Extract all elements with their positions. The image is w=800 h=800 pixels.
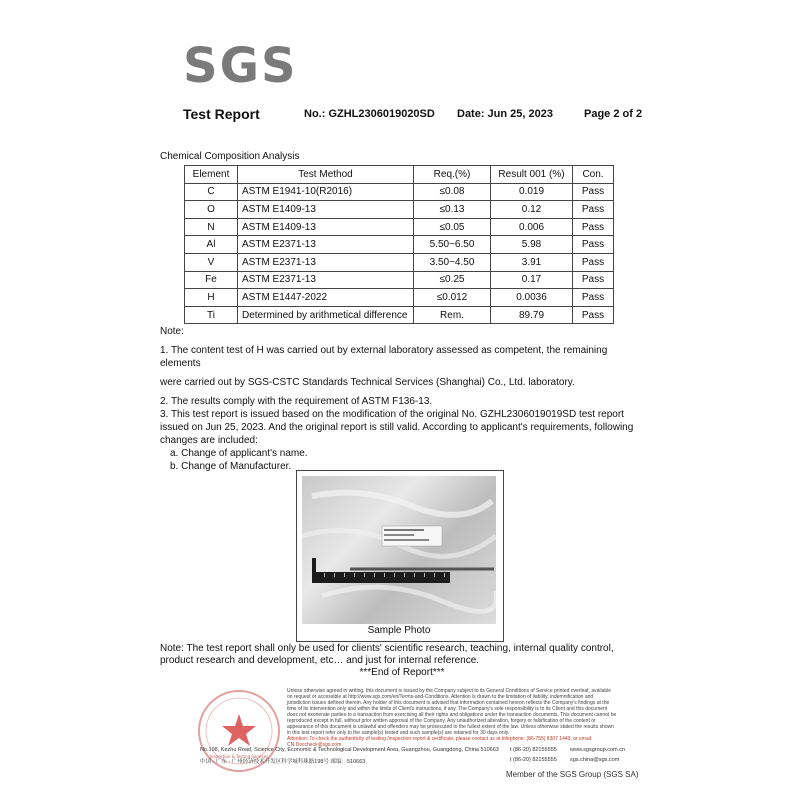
note-3-item-b: b. Change of Manufacturer. — [170, 461, 292, 472]
cell-method: ASTM E2371-13 — [238, 253, 414, 271]
cell-result: 0.12 — [491, 201, 573, 219]
footer-authenticity-text: Attention: To check the authenticity of testing /inspection report & certificate, please contact us at telephone: (86-755) 8307 1443, or email: CN.Doccheck@sgs.com — [287, 736, 593, 748]
cell-element: Ti — [185, 306, 238, 324]
table-header-row — [185, 166, 614, 184]
address-english: No.198, Kezhu Road, Science City, Economic & Technological Development Area, Guangzhou, Guangdong, China 510663 — [200, 747, 499, 753]
cell-req: Rem. — [414, 306, 491, 324]
cell-element: O — [185, 201, 238, 219]
cell-element: V — [185, 253, 238, 271]
cell-req: ≤0.25 — [414, 271, 491, 289]
cell-method: Determined by arithmetical difference — [238, 306, 414, 324]
member-of-sgs-group: Member of the SGS Group (SGS SA) — [506, 770, 639, 779]
table-row — [185, 289, 614, 307]
cell-req: ≤0.08 — [414, 183, 491, 201]
telephone-2: t (86-20) 82155555 — [510, 757, 557, 763]
email: sgs.china@sgs.com — [570, 757, 620, 763]
cell-method: ASTM E1409-13 — [238, 201, 414, 219]
cell-req: ≤0.05 — [414, 218, 491, 236]
cell-result: 89.79 — [491, 306, 573, 324]
cell-method: ASTM E2371-13 — [238, 236, 414, 254]
cell-element: Fe — [185, 271, 238, 289]
cell-element: C — [185, 183, 238, 201]
note-1-line-2: were carried out by SGS-CSTC Standards Technical Services (Shanghai) Co., Ltd. laboratory. — [160, 377, 575, 388]
report-date: Date: Jun 25, 2023 — [457, 108, 553, 120]
cell-con: Pass — [573, 236, 614, 254]
footer-terms — [287, 688, 617, 748]
cell-method: ASTM E1941-10(R2016) — [238, 183, 414, 201]
end-of-report: ***End of Report*** — [359, 667, 445, 678]
address-chinese: 中国 · 广东 · 广州经济技术开发区科学城科珠路198号 邮编：510663 — [200, 759, 366, 765]
note-1-line-1: 1. The content test of H was carried out by external laboratory assessed as competent, the remaining elements — [160, 345, 608, 369]
table-row — [185, 201, 614, 219]
cell-result: 0.019 — [491, 183, 573, 201]
col-header-method: Test Method — [238, 166, 414, 184]
cell-element: N — [185, 218, 238, 236]
cell-result: 3.91 — [491, 253, 573, 271]
table-row — [185, 306, 614, 324]
cell-req: 5.50~6.50 — [414, 236, 491, 254]
notes-section — [160, 325, 640, 473]
report-title: Test Report — [183, 106, 260, 122]
section-title: Chemical Composition Analysis — [160, 151, 300, 162]
cell-element: Al — [185, 236, 238, 254]
sample-photo — [302, 476, 496, 624]
table-row — [185, 271, 614, 289]
table-row — [185, 236, 614, 254]
cell-con: Pass — [573, 201, 614, 219]
cell-con: Pass — [573, 183, 614, 201]
cell-method: ASTM E2371-13 — [238, 271, 414, 289]
telephone-1: t (86-20) 82155555 — [510, 747, 557, 753]
cell-method: ASTM E1447-2022 — [238, 289, 414, 307]
cell-result: 5.98 — [491, 236, 573, 254]
cell-con: Pass — [573, 289, 614, 307]
sample-photo-image — [302, 476, 496, 624]
report-number: No.: GZHL2306019020SD — [304, 108, 435, 120]
footer-terms-text: Unless otherwise agreed in writing, this document is issued by the Company subject to its General Conditions of Service printed overleaf, available on request or accessible at http://www.sgs.com/en/Terms-and-Conditions. Attention is drawn to the limitation of liability, indemnification and jurisdiction issues defined therein. Any holder of this document is advised that information contained hereon reflects the Company's findings at the time of its intervention only and within the limits of Client's instructions, if any. The Company's sole responsibility is to its Client and this document does not exonerate parties to a transaction from exercising all their rights and obligations under the transaction documents. This document cannot be reproduced except in full, without prior written approval of the Company. Any unauthorized alteration, forgery or falsification of the content or appearance of this document is unlawful and offenders may be prosecuted to the fullest extent of the law. Unless otherwise stated the results shown in this test report refer only to the sample(s) tested and such sample(s) are retained for 30 days only. — [287, 688, 617, 736]
cell-result: 0.006 — [491, 218, 573, 236]
cell-con: Pass — [573, 218, 614, 236]
table-row — [185, 218, 614, 236]
col-header-element: Element — [185, 166, 238, 184]
sample-photo-caption: Sample Photo — [367, 625, 431, 636]
cell-result: 0.0036 — [491, 289, 573, 307]
col-header-con: Con. — [573, 166, 614, 184]
col-header-result: Result 001 (%) — [491, 166, 573, 184]
cell-method: ASTM E1409-13 — [238, 218, 414, 236]
cell-element: H — [185, 289, 238, 307]
table-row — [185, 183, 614, 201]
seal-text: Inspection & Testing Services — [209, 754, 269, 759]
cell-req: ≤0.012 — [414, 289, 491, 307]
website: www.sgsgroup.com.cn — [570, 747, 626, 753]
cell-con: Pass — [573, 271, 614, 289]
final-note: Note: The test report shall only be used for clients' scientific research, teaching, internal quality control, product research and development, etc… and just for internal reference. — [160, 643, 614, 666]
composition-table — [184, 165, 614, 324]
cell-req: ≤0.13 — [414, 201, 491, 219]
notes-heading: Note: — [160, 326, 184, 337]
cell-con: Pass — [573, 306, 614, 324]
note-3: 3. This test report is issued based on the modification of the original No. GZHL2306019019SD test report issued on Jun 25, 2023. And the original report is still valid. According to applicant's requirements, following changes are included: — [160, 409, 634, 446]
cell-result: 0.17 — [491, 271, 573, 289]
col-header-req: Req.(%) — [414, 166, 491, 184]
cell-con: Pass — [573, 253, 614, 271]
note-3-item-a: a. Change of applicant's name. — [170, 448, 308, 459]
page-indicator: Page 2 of 2 — [584, 108, 643, 120]
table-row — [185, 253, 614, 271]
sgs-logo: SGS — [183, 38, 298, 94]
note-2: 2. The results comply with the requirement of ASTM F136-13. — [160, 396, 433, 407]
cell-req: 3.50~4.50 — [414, 253, 491, 271]
